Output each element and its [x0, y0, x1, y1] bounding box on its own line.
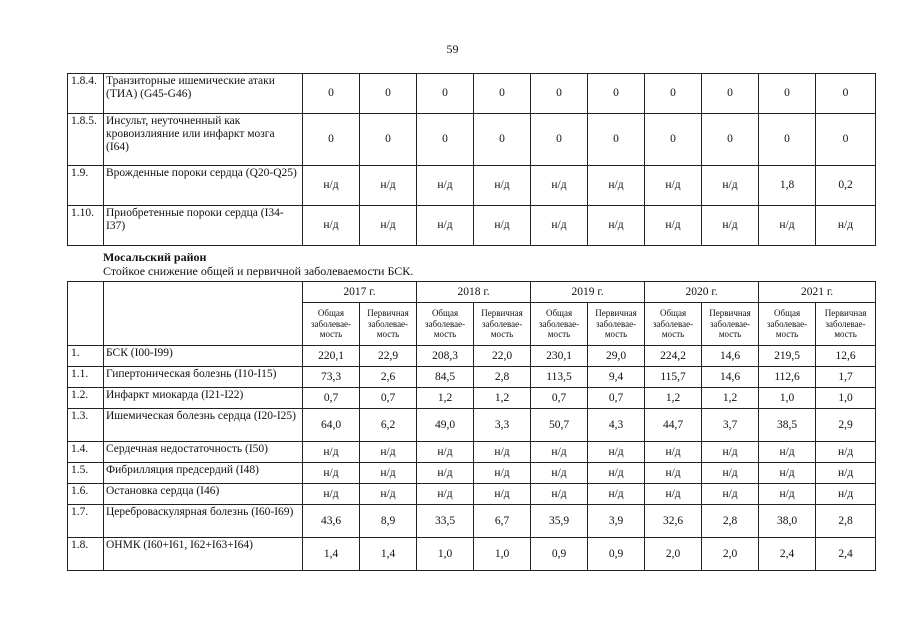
- row-name: Цереброваскулярная болезнь (I60-I69): [104, 505, 303, 538]
- value-cell: н/д: [303, 442, 360, 463]
- value-cell: н/д: [474, 484, 531, 505]
- value-cell: 2,8: [816, 505, 876, 538]
- value-cell: 0,7: [360, 388, 417, 409]
- value-cell: н/д: [360, 166, 417, 206]
- value-cell: н/д: [816, 206, 876, 246]
- value-cell: 14,6: [702, 367, 759, 388]
- value-cell: 0: [588, 74, 645, 114]
- value-cell: н/д: [417, 206, 474, 246]
- value-cell: н/д: [588, 484, 645, 505]
- value-cell: 64,0: [303, 409, 360, 442]
- value-cell: 2,0: [702, 538, 759, 571]
- value-cell: 49,0: [417, 409, 474, 442]
- value-cell: н/д: [588, 442, 645, 463]
- value-cell: 0,7: [531, 388, 588, 409]
- value-cell: н/д: [759, 484, 816, 505]
- value-cell: 22,9: [360, 346, 417, 367]
- value-cell: н/д: [759, 206, 816, 246]
- year-header: 2019 г.: [531, 282, 645, 303]
- value-cell: 43,6: [303, 505, 360, 538]
- row-code: 1.10.: [68, 206, 104, 246]
- table-row: [68, 114, 876, 166]
- value-cell: н/д: [474, 442, 531, 463]
- value-cell: н/д: [417, 442, 474, 463]
- value-cell: 230,1: [531, 346, 588, 367]
- value-cell: 50,7: [531, 409, 588, 442]
- row-code: 1.1.: [68, 367, 104, 388]
- value-cell: н/д: [645, 166, 702, 206]
- value-cell: 1,0: [759, 388, 816, 409]
- row-code: 1.2.: [68, 388, 104, 409]
- row-code: 1.8.5.: [68, 114, 104, 166]
- value-cell: н/д: [645, 206, 702, 246]
- table-continued: [67, 73, 876, 246]
- row-name: Врожденные пороки сердца (Q20-Q25): [104, 166, 303, 206]
- value-cell: 1,0: [816, 388, 876, 409]
- section-header: [103, 250, 413, 278]
- value-cell: н/д: [531, 484, 588, 505]
- row-name: Гипертоническая болезнь (I10-I15): [104, 367, 303, 388]
- value-cell: н/д: [417, 166, 474, 206]
- value-cell: 0,7: [303, 388, 360, 409]
- header-code-cell: [68, 282, 104, 346]
- table-row: [68, 166, 876, 206]
- value-cell: 14,6: [702, 346, 759, 367]
- value-cell: 1,7: [816, 367, 876, 388]
- value-cell: 112,6: [759, 367, 816, 388]
- value-cell: н/д: [531, 442, 588, 463]
- value-cell: 0: [645, 74, 702, 114]
- row-code: 1.8.: [68, 538, 104, 571]
- value-cell: 0,7: [588, 388, 645, 409]
- table-row: [68, 388, 876, 409]
- table-row: [68, 505, 876, 538]
- value-cell: 3,3: [474, 409, 531, 442]
- value-cell: 2,6: [360, 367, 417, 388]
- table-mosalsky: [67, 281, 876, 571]
- value-cell: 0: [474, 114, 531, 166]
- value-cell: 35,9: [531, 505, 588, 538]
- value-cell: 1,2: [702, 388, 759, 409]
- value-cell: н/д: [759, 442, 816, 463]
- value-cell: 0: [816, 114, 876, 166]
- row-name: Ишемическая болезнь сердца (I20-I25): [104, 409, 303, 442]
- sub-header-primary: Первичная заболевае-мость: [588, 303, 645, 346]
- sub-header-primary: Первичная заболевае-мость: [702, 303, 759, 346]
- row-name: Остановка сердца (I46): [104, 484, 303, 505]
- value-cell: 115,7: [645, 367, 702, 388]
- value-cell: 9,4: [588, 367, 645, 388]
- sub-header-general: Общая заболевае-мость: [303, 303, 360, 346]
- value-cell: н/д: [360, 442, 417, 463]
- row-code: 1.3.: [68, 409, 104, 442]
- value-cell: 0: [303, 114, 360, 166]
- table-row: [68, 484, 876, 505]
- value-cell: н/д: [303, 484, 360, 505]
- value-cell: 219,5: [759, 346, 816, 367]
- value-cell: н/д: [417, 463, 474, 484]
- value-cell: н/д: [360, 206, 417, 246]
- value-cell: н/д: [702, 484, 759, 505]
- year-header: 2017 г.: [303, 282, 417, 303]
- value-cell: 2,9: [816, 409, 876, 442]
- value-cell: 38,5: [759, 409, 816, 442]
- sub-header-primary: Первичная заболевае-мость: [474, 303, 531, 346]
- sub-header-general: Общая заболевае-мость: [531, 303, 588, 346]
- value-cell: 22,0: [474, 346, 531, 367]
- row-name: Приобретенные пороки сердца (I34-I37): [104, 206, 303, 246]
- value-cell: н/д: [702, 206, 759, 246]
- header-name-cell: [104, 282, 303, 346]
- value-cell: 8,9: [360, 505, 417, 538]
- value-cell: н/д: [702, 166, 759, 206]
- row-code: 1.8.4.: [68, 74, 104, 114]
- value-cell: 220,1: [303, 346, 360, 367]
- value-cell: н/д: [303, 166, 360, 206]
- value-cell: н/д: [474, 463, 531, 484]
- value-cell: 0: [759, 74, 816, 114]
- value-cell: 0: [417, 114, 474, 166]
- value-cell: 4,3: [588, 409, 645, 442]
- value-cell: 3,9: [588, 505, 645, 538]
- row-name: Транзиторные ишемические атаки (ТИА) (G45-G46): [104, 74, 303, 114]
- row-code: 1.4.: [68, 442, 104, 463]
- value-cell: 1,2: [645, 388, 702, 409]
- value-cell: 38,0: [759, 505, 816, 538]
- row-name: ОНМК (I60+I61, I62+I63+I64): [104, 538, 303, 571]
- value-cell: н/д: [759, 463, 816, 484]
- district-title: Мосальский район: [103, 250, 207, 264]
- value-cell: 0,9: [588, 538, 645, 571]
- sub-header-general: Общая заболевае-мость: [759, 303, 816, 346]
- value-cell: н/д: [303, 206, 360, 246]
- value-cell: н/д: [645, 484, 702, 505]
- year-header: 2018 г.: [417, 282, 531, 303]
- value-cell: 2,4: [759, 538, 816, 571]
- value-cell: 12,6: [816, 346, 876, 367]
- value-cell: н/д: [816, 463, 876, 484]
- table-row: [68, 346, 876, 367]
- value-cell: 3,7: [702, 409, 759, 442]
- value-cell: 0,9: [531, 538, 588, 571]
- table-row: [68, 409, 876, 442]
- sub-header-general: Общая заболевае-мость: [645, 303, 702, 346]
- value-cell: 1,0: [417, 538, 474, 571]
- value-cell: 0: [417, 74, 474, 114]
- value-cell: 2,8: [474, 367, 531, 388]
- value-cell: 0: [303, 74, 360, 114]
- value-cell: н/д: [816, 484, 876, 505]
- value-cell: 0: [702, 114, 759, 166]
- value-cell: н/д: [474, 206, 531, 246]
- value-cell: 0: [531, 74, 588, 114]
- value-cell: 208,3: [417, 346, 474, 367]
- value-cell: 1,8: [759, 166, 816, 206]
- value-cell: 1,0: [474, 538, 531, 571]
- value-cell: 33,5: [417, 505, 474, 538]
- year-header: 2020 г.: [645, 282, 759, 303]
- value-cell: н/д: [816, 442, 876, 463]
- value-cell: н/д: [303, 463, 360, 484]
- value-cell: н/д: [645, 442, 702, 463]
- value-cell: н/д: [588, 206, 645, 246]
- value-cell: н/д: [531, 166, 588, 206]
- table-row: [68, 463, 876, 484]
- district-subtitle: Стойкое снижение общей и первичной заболеваемости БСК.: [103, 264, 414, 278]
- value-cell: 1,2: [474, 388, 531, 409]
- row-name: Инфаркт миокарда (I21-I22): [104, 388, 303, 409]
- row-code: 1.6.: [68, 484, 104, 505]
- value-cell: 0: [474, 74, 531, 114]
- value-cell: 84,5: [417, 367, 474, 388]
- row-name: Инсульт, неуточненный как кровоизлияние или инфаркт мозга (I64): [104, 114, 303, 166]
- value-cell: 1,4: [303, 538, 360, 571]
- row-code: 1.: [68, 346, 104, 367]
- value-cell: н/д: [531, 463, 588, 484]
- value-cell: 1,4: [360, 538, 417, 571]
- value-cell: н/д: [588, 166, 645, 206]
- table-row: [68, 442, 876, 463]
- value-cell: 113,5: [531, 367, 588, 388]
- year-header: 2021 г.: [759, 282, 876, 303]
- row-code: 1.5.: [68, 463, 104, 484]
- value-cell: н/д: [702, 463, 759, 484]
- value-cell: 0: [360, 114, 417, 166]
- row-name: Сердечная недостаточность (I50): [104, 442, 303, 463]
- sub-header-general: Общая заболевае-мость: [417, 303, 474, 346]
- value-cell: н/д: [360, 463, 417, 484]
- value-cell: 0: [702, 74, 759, 114]
- value-cell: н/д: [417, 484, 474, 505]
- table-row: [68, 206, 876, 246]
- row-name: БСК (I00-I99): [104, 346, 303, 367]
- value-cell: н/д: [531, 206, 588, 246]
- value-cell: 6,7: [474, 505, 531, 538]
- value-cell: 0: [816, 74, 876, 114]
- sub-header-primary: Первичная заболевае-мость: [816, 303, 876, 346]
- value-cell: 224,2: [645, 346, 702, 367]
- value-cell: н/д: [474, 166, 531, 206]
- table-row: [68, 367, 876, 388]
- row-code: 1.9.: [68, 166, 104, 206]
- value-cell: н/д: [588, 463, 645, 484]
- value-cell: 0,2: [816, 166, 876, 206]
- row-name: Фибрилляция предсердий (I48): [104, 463, 303, 484]
- value-cell: 73,3: [303, 367, 360, 388]
- value-cell: 0: [645, 114, 702, 166]
- sub-header-primary: Первичная заболевае-мость: [360, 303, 417, 346]
- value-cell: 0: [588, 114, 645, 166]
- value-cell: 0: [759, 114, 816, 166]
- page-number: 59: [446, 42, 459, 56]
- row-code: 1.7.: [68, 505, 104, 538]
- value-cell: 0: [360, 74, 417, 114]
- value-cell: н/д: [645, 463, 702, 484]
- value-cell: 1,2: [417, 388, 474, 409]
- value-cell: н/д: [702, 442, 759, 463]
- value-cell: 2,8: [702, 505, 759, 538]
- value-cell: 6,2: [360, 409, 417, 442]
- value-cell: н/д: [360, 484, 417, 505]
- table-row: [68, 74, 876, 114]
- value-cell: 44,7: [645, 409, 702, 442]
- table-row: [68, 538, 876, 571]
- value-cell: 0: [531, 114, 588, 166]
- value-cell: 29,0: [588, 346, 645, 367]
- value-cell: 2,0: [645, 538, 702, 571]
- value-cell: 32,6: [645, 505, 702, 538]
- value-cell: 2,4: [816, 538, 876, 571]
